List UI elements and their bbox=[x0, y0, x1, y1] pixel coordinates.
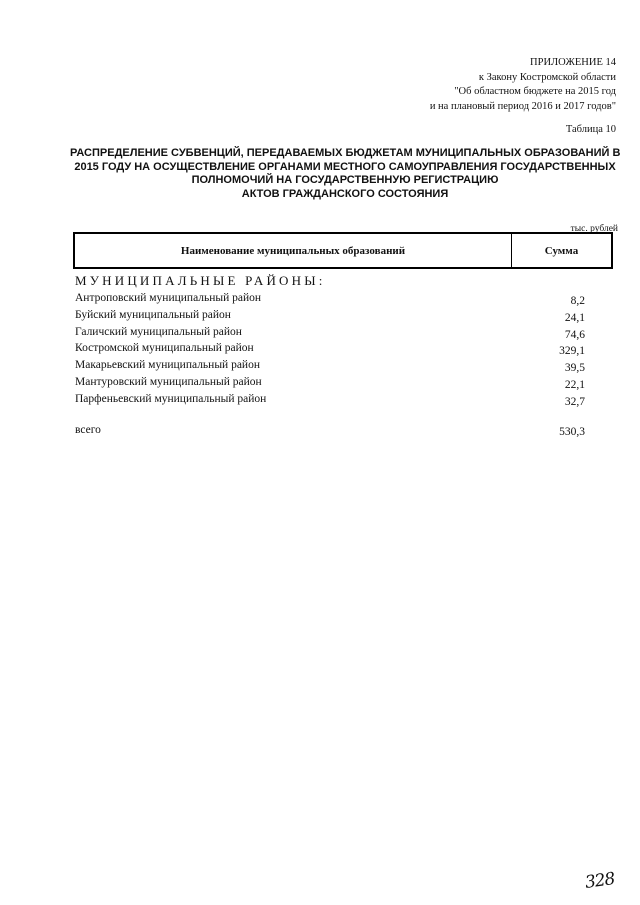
table-number: Таблица 10 bbox=[565, 124, 616, 135]
row-value: 8,2 bbox=[570, 295, 585, 307]
title-line: ПОЛНОМОЧИЙ НА ГОСУДАРСТВЕННУЮ РЕГИСТРАЦИЮ bbox=[191, 174, 499, 186]
row-name: Парфеньевский муниципальный район bbox=[75, 392, 267, 405]
appendix-line: ПРИЛОЖЕНИЕ 14 bbox=[530, 57, 616, 68]
table-row bbox=[75, 393, 585, 410]
row-value: 22,1 bbox=[564, 378, 585, 391]
row-name: Макарьевский муниципальный район bbox=[75, 359, 260, 372]
appendix-line: "Об областном бюджете на 2015 год bbox=[454, 86, 616, 97]
row-value: 74,6 bbox=[564, 328, 585, 341]
row-value: 24,1 bbox=[564, 311, 585, 324]
row-name: Галичский муниципальный район bbox=[75, 325, 242, 338]
table-body bbox=[75, 292, 585, 410]
row-value: 329,1 bbox=[559, 345, 585, 358]
total-label: всего bbox=[75, 424, 101, 436]
appendix-line: к Закону Костромской области bbox=[478, 71, 616, 83]
title-line: РАСПРЕДЕЛЕНИЕ СУБВЕНЦИЙ, ПЕРЕДАВАЕМЫХ БЮДЖЕТАМ МУНИЦИПАЛЬНЫХ ОБРАЗОВАНИЙ В bbox=[70, 147, 621, 159]
row-value: 39,5 bbox=[564, 362, 585, 375]
total-value: 530,3 bbox=[559, 426, 585, 438]
table-row bbox=[75, 326, 585, 343]
units-label: тыс. рублей bbox=[570, 224, 618, 234]
table-row bbox=[75, 309, 585, 326]
appendix-line: и на плановый период 2016 и 2017 годов" bbox=[429, 100, 616, 112]
title-line: АКТОВ ГРАЖДАНСКОГО СОСТОЯНИЯ bbox=[241, 187, 449, 200]
document-title bbox=[70, 147, 620, 201]
table-row bbox=[75, 359, 585, 376]
column-header-sum: Сумма bbox=[544, 244, 579, 257]
row-value: 32,7 bbox=[564, 395, 585, 408]
column-header-name: Наименование муниципальных образований bbox=[75, 234, 512, 267]
section-title: МУНИЦИПАЛЬНЫЕ РАЙОНЫ: bbox=[75, 273, 326, 288]
table-row bbox=[75, 376, 585, 393]
page-number: 328 bbox=[583, 869, 616, 893]
row-name: Мантуровский муниципальный район bbox=[75, 375, 262, 388]
appendix-header bbox=[296, 56, 616, 114]
table-row bbox=[75, 292, 585, 309]
row-name: Антроповский муниципальный район bbox=[75, 292, 262, 304]
row-name: Буйский муниципальный район bbox=[75, 308, 231, 321]
title-line: 2015 ГОДУ НА ОСУЩЕСТВЛЕНИЕ ОРГАНАМИ МЕСТНОГО САМОУПРАВЛЕНИЯ ГОСУДАРСТВЕННЫХ bbox=[74, 160, 616, 173]
table-row bbox=[75, 342, 585, 359]
row-name: Костромской муниципальный район bbox=[75, 342, 254, 355]
table-header bbox=[73, 232, 613, 269]
